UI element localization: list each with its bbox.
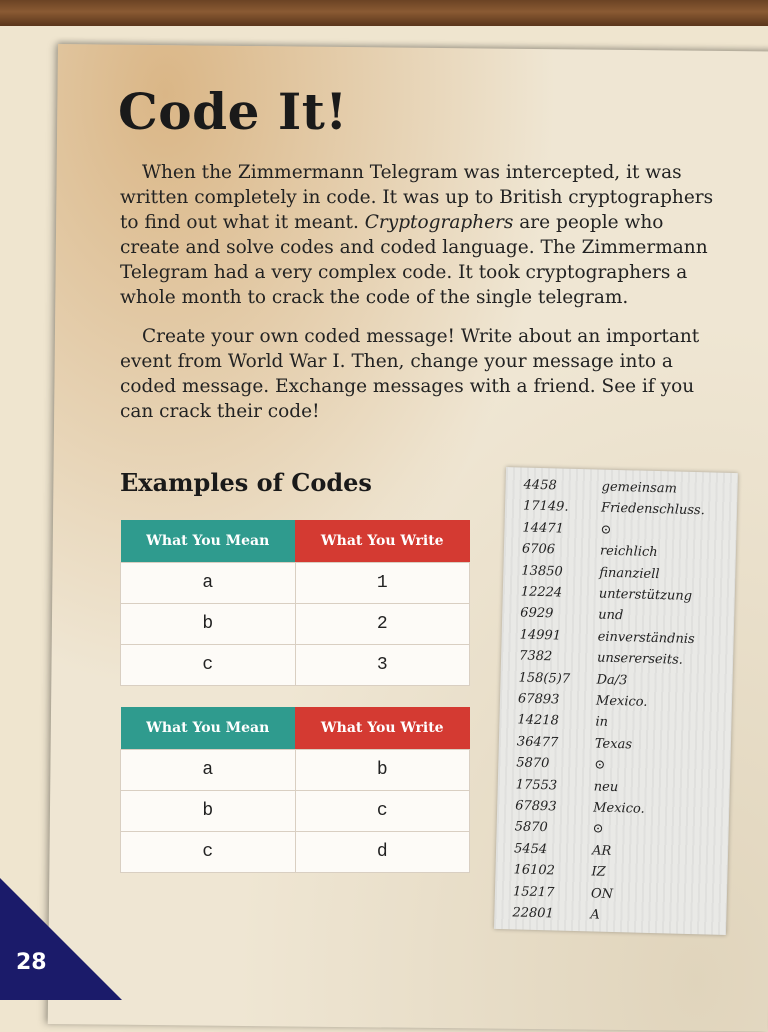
telegram-code-number: 67893 xyxy=(515,798,557,815)
telegram-code-number: 5870 xyxy=(516,755,550,772)
table-row xyxy=(121,832,470,873)
header-what-you-mean: What You Mean xyxy=(121,520,296,563)
telegram-code-number: 14991 xyxy=(519,627,562,644)
table-header-row xyxy=(121,520,470,563)
cell-write: 3 xyxy=(295,645,470,686)
telegram-decoded-word: Texas xyxy=(594,736,633,753)
telegram-code-number: 16102 xyxy=(513,862,556,879)
telegram-code-number: 5870 xyxy=(514,819,548,836)
telegram-decoded-word: unsererseits. xyxy=(596,650,684,668)
header-what-you-write: What You Write xyxy=(295,707,470,750)
header-what-you-mean: What You Mean xyxy=(121,707,296,750)
page-number: 28 xyxy=(16,950,47,975)
telegram-code-number: 15217 xyxy=(512,883,555,901)
telegram-code-number: 12224 xyxy=(520,584,563,601)
telegram-decoded-word: ⊙ xyxy=(592,821,604,838)
paragraph-activity: Create your own coded message! Write about an important event from World War I. Then, change your message into a coded message. Exchange messages with a friend. See if you can crack their code! xyxy=(120,326,700,422)
telegram-code-number: 6706 xyxy=(521,541,556,558)
telegram-code-number: 36477 xyxy=(516,734,559,751)
telegram-code-number: 7382 xyxy=(518,648,553,665)
term-cryptographers: Cryptographers xyxy=(364,212,514,233)
cell-mean: a xyxy=(121,750,296,791)
paragraph-intro: When the Zimmermann Telegram was intercepted, it was written completely in code. It was up to British cryptographers to find out what it meant. Cryptographers are people who create and solve codes and coded language. The Zimmermann Telegram had a very complex code. It took cryptographers a whole month to crack the code of the single telegram. xyxy=(120,162,714,308)
telegram-decoded-word: reichlich xyxy=(599,543,658,561)
telegram-decoded-word: einverständnis xyxy=(597,629,695,647)
telegram-decoded-word: ⊙ xyxy=(600,522,612,538)
telegram-decoded-word: in xyxy=(595,714,609,731)
telegram-code-number: 6929 xyxy=(520,605,554,622)
table-header-row xyxy=(121,707,470,750)
telegram-code-number: 17553 xyxy=(515,777,558,794)
telegram-code-number: 158(5)7 xyxy=(518,670,571,687)
telegram-decoded-word: A xyxy=(590,907,600,923)
cell-mean: c xyxy=(121,645,296,686)
telegram-code-number: 22801 xyxy=(512,905,554,922)
cell-write: 1 xyxy=(295,563,470,604)
telegram-code-number: 14471 xyxy=(522,520,565,537)
telegram-decoded-word: Da/3 xyxy=(596,672,628,688)
table-row xyxy=(121,604,470,645)
telegram-decoded-word: Mexico. xyxy=(595,693,648,710)
telegram-decoded-word: Mexico. xyxy=(592,800,645,817)
page-corner-badge xyxy=(0,878,122,1000)
cell-write: c xyxy=(295,791,470,832)
telegram-code-number: 13850 xyxy=(521,563,563,580)
cell-mean: b xyxy=(121,791,296,832)
table-row xyxy=(121,563,470,604)
telegram-decoded-word: ⊙ xyxy=(594,757,606,773)
telegram-code-number: 17149. xyxy=(522,498,569,516)
telegram-decoded-word: unterstützung xyxy=(598,586,693,604)
table-row xyxy=(121,645,470,686)
telegram-decoded-word: neu xyxy=(593,779,619,795)
telegram-decoded-word: finanziell xyxy=(599,565,660,582)
telegram-code-number: 67893 xyxy=(517,691,560,708)
page-title: Code It! xyxy=(118,82,348,141)
cell-write: 2 xyxy=(295,604,470,645)
cell-write: b xyxy=(295,750,470,791)
telegram-decoded-word: und xyxy=(598,607,624,624)
telegram-code-number: 14218 xyxy=(517,712,560,729)
telegram-decoded-word: ON xyxy=(590,886,614,902)
cell-mean: c xyxy=(121,832,296,873)
telegram-code-number: 5454 xyxy=(513,841,548,858)
telegram-code-number: 4458 xyxy=(523,477,557,494)
body-text xyxy=(120,160,720,438)
header-what-you-write: What You Write xyxy=(295,520,470,563)
telegram-decoded-word: gemeinsam xyxy=(601,479,678,497)
examples-heading: Examples of Codes xyxy=(120,468,372,497)
telegram-decoded-word: Friedenschluss. xyxy=(600,500,706,519)
table-row xyxy=(121,750,470,791)
telegram-decoded-word: IZ xyxy=(591,864,606,880)
code-table-letters xyxy=(120,707,470,873)
cell-write: d xyxy=(295,832,470,873)
wood-background xyxy=(0,0,768,26)
code-table-numbers xyxy=(120,520,470,686)
telegram-decoded-word: AR xyxy=(591,843,612,859)
table-row xyxy=(121,791,470,832)
cell-mean: a xyxy=(121,563,296,604)
zimmermann-telegram-image xyxy=(494,467,738,935)
cell-mean: b xyxy=(121,604,296,645)
